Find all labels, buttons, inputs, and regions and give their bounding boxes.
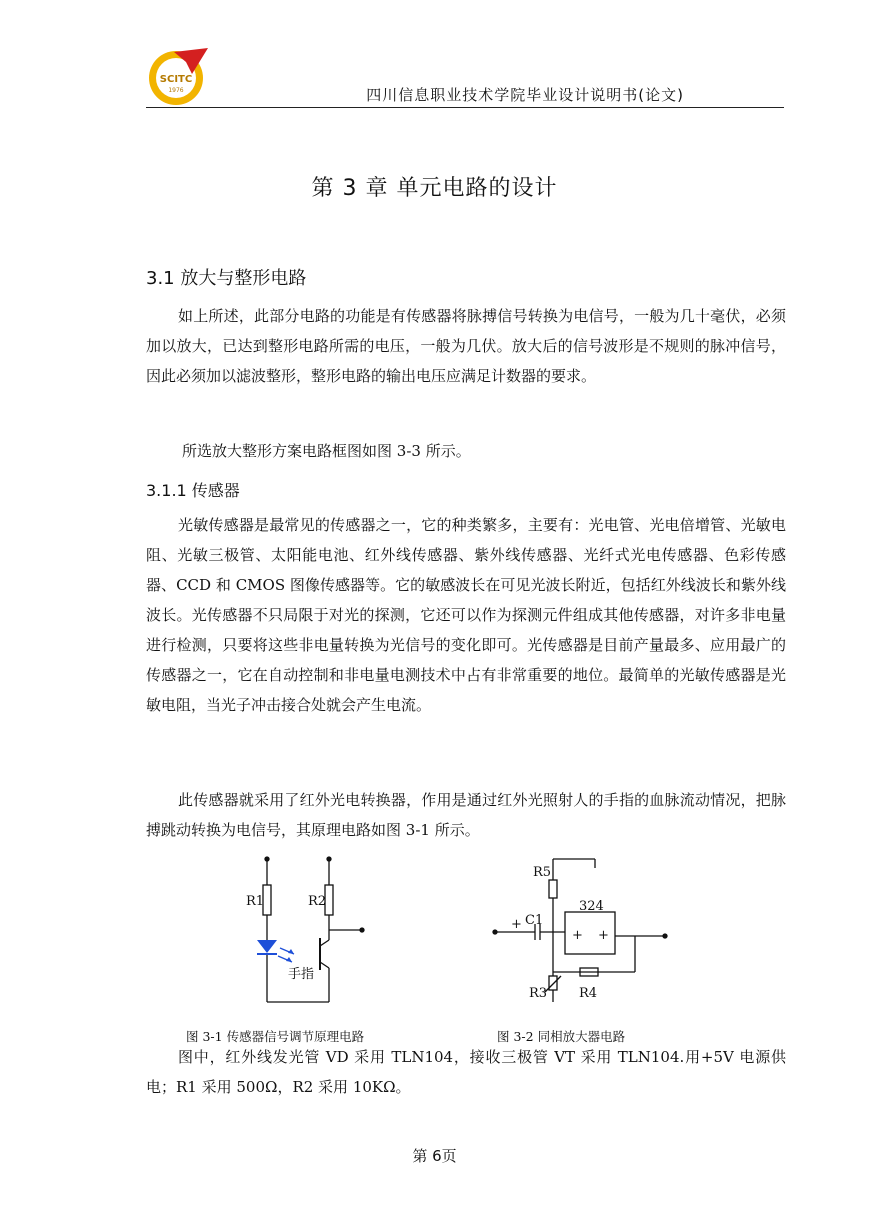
finger-label: 手指 (288, 967, 315, 982)
amplifier-circuit-figure (485, 852, 685, 1012)
chapter-title: 第 3 章 单元电路的设计 (311, 176, 558, 201)
header-divider (146, 107, 784, 108)
college-logo (146, 44, 210, 108)
op-amp-label: 324 (579, 899, 604, 914)
r3-resistor (549, 976, 557, 990)
paragraph-scheme: 所选放大整形方案电路框图如图 3-3 所示。 (182, 442, 471, 460)
r3-label: R3 (529, 986, 548, 1001)
section-heading: 3.1 放大与整形电路 (146, 268, 307, 289)
paragraph-sensor-types: 光敏传感器是最常见的传感器之一，它的种类繁多，主要有：光电管、光电倍增管、光敏电阻、光敏三极管、太阳能电池、红外线传感器、紫外线传感器、光纤式光电传感器、色彩传感器、CCD 和 CMOS 图像传感器等。它的敏感波长在可见光波长附近，包括红外线波长和紫外线波长。光传感器不只局限于对光的探测，它还可以作为探测元件组成其他传感器，对许多非电量进行检测，只要将这些非电量转换为光信号的变化即可。光传感器是目前产量最多、应用最广的传感器之一，它在自动控制和非电量电测技术中占有非常重要的地位。最简单的光敏传感器是光敏电阻，当光子冲击接合处就会产生电流。 (146, 516, 786, 714)
header-title: 四川信息职业技术学院毕业设计说明书(论文) (366, 86, 684, 104)
r4-label: R4 (579, 986, 598, 1001)
r2-resistor (325, 885, 333, 915)
paragraph-sensor-usage: 此传感器就采用了红外光电转换器，作用是通过红外光照射人的手指的血脉流动情况，把脉搏跳动转换为电信号，其原理电路如图 3-1 所示。 (146, 791, 786, 839)
led-icon (257, 940, 277, 953)
op-amp-input-plus: + (572, 928, 583, 943)
r1-label: R1 (246, 894, 265, 909)
c1-plus-label: + (511, 917, 522, 932)
figure-3-1-caption: 图 3-1 传感器信号调节原理电路 (186, 1029, 365, 1044)
r2-label: R2 (308, 894, 327, 909)
r1-resistor (263, 885, 271, 915)
page-number: 第 6页 (412, 1147, 457, 1165)
sensor-circuit-figure (222, 852, 372, 1012)
figure-3-2-caption: 图 3-2 同相放大器电路 (497, 1029, 626, 1044)
op-amp-input-plus-2: + (598, 928, 609, 943)
paragraph-components: 图中，红外线发光管 VD 采用 TLN104，接收三极管 VT 采用 TLN104.用+5V 电源供电；R1 采用 500Ω，R2 采用 10KΩ。 (146, 1048, 786, 1096)
r5-label: R5 (533, 865, 552, 880)
logo-text: SCITC (159, 74, 193, 85)
logo-year: 1976 (168, 87, 184, 94)
c1-label: C1 (525, 913, 544, 928)
subsection-heading: 3.1.1 传感器 (146, 481, 240, 500)
paragraph-intro: 如上所述，此部分电路的功能是有传感器将脉搏信号转换为电信号，一般为几十毫伏，必须加以放大，已达到整形电路所需的电压，一般为几伏。放大后的信号波形是不规则的脉冲信号，因此必须加以滤波整形，整形电路的输出电压应满足计数器的要求。 (146, 307, 786, 385)
r5-resistor (549, 880, 557, 898)
